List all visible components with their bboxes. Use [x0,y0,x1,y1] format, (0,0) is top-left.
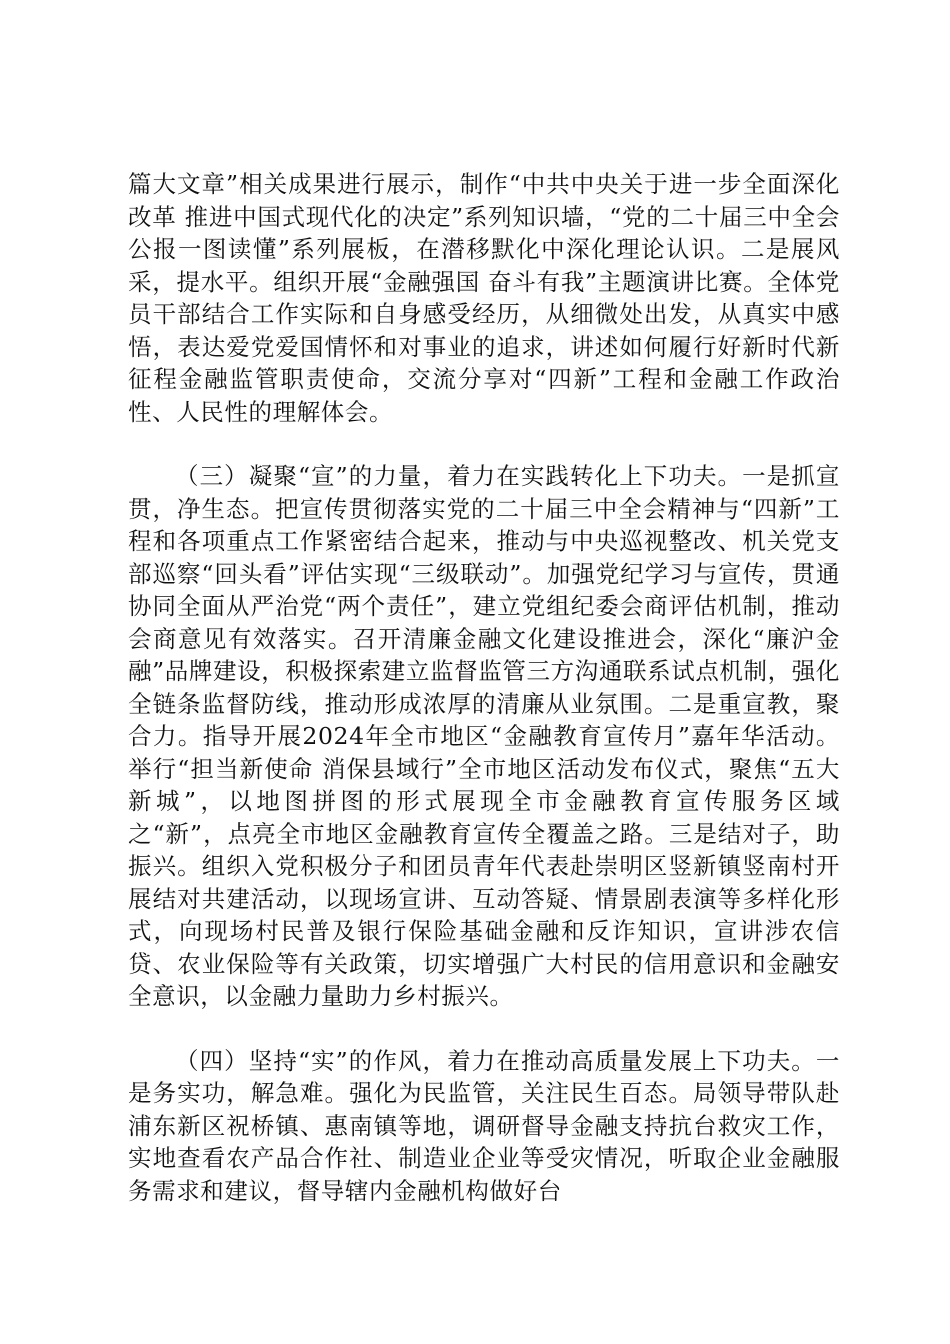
paragraph-section-3: （三）凝聚“宣”的力量，着力在实践转化上下功夫。一是抓宣贯，净生态。把宣传贯彻落实党的二十届三中全会精神与“四新”工程和各项重点工作紧密结合起来，推动与中央巡视整改、机关党支部巡察“回头看”评估实现“三级联动”。加强党纪学习与宣传，贯通协同全面从严治党“两个责任”，建立党组纪委会商评估机制，推动会商意见有效落实。召开清廉金融文化建设推进会，深化“廉沪金融”品牌建设，积极探索建立监督监管三方沟通联系试点机制，强化全链条监督防线，推动形成浓厚的清廉从业氛围。二是重宣教，聚合力。指导开展2024年全市地区“金融教育宣传月”嘉年华活动。举行“担当新使命 消保县域行”全市地区活动发布仪式，聚焦“五大新城”，以地图拼图的形式展现全市金融教育宣传服务区域之“新”，点亮全市地区金融教育宣传全覆盖之路。三是结对子，助振兴。组织入党积极分子和团员青年代表赴崇明区竖新镇竖南村开展结对共建活动，以现场宣讲、互动答疑、情景剧表演等多样化形式，向现场村民普及银行保险基础金融和反诈知识，宣讲涉农信贷、农业保险等有关政策，切实增强广大村民的信用意识和金融安全意识，以金融力量助力乡村振兴。 [128,462,840,1010]
paragraph-continuation: 篇大文章”相关成果进行展示，制作“中共中央关于进一步全面深化改革 推进中国式现代化的决定”系列知识墙，“党的二十届三中全会公报一图读懂”系列展板，在潜移默化中深化理论认识。二是展风采，提水平。组织开展“金融强国 奋斗有我”主题演讲比赛。全体党员干部结合工作实际和自身感受经历，从细微处出发，从真实中感悟，表达爱党爱国情怀和对事业的追求，讲述如何履行好新时代新征程金融监管职责使命，交流分享对“四新”工程和金融工作政治性、人民性的理解体会。 [128,170,840,426]
paragraph-section-4: （四）坚持“实”的作风，着力在推动高质量发展上下功夫。一是务实功，解急难。强化为民监管，关注民生百态。局领导带队赴浦东新区祝桥镇、惠南镇等地，调研督导金融支持抗台救灾工作，实地查看农产品合作社、制造业企业等受灾情况，听取企业金融服务需求和建议，督导辖内金融机构做好台 [128,1046,840,1205]
document-body [128,168,840,1207]
